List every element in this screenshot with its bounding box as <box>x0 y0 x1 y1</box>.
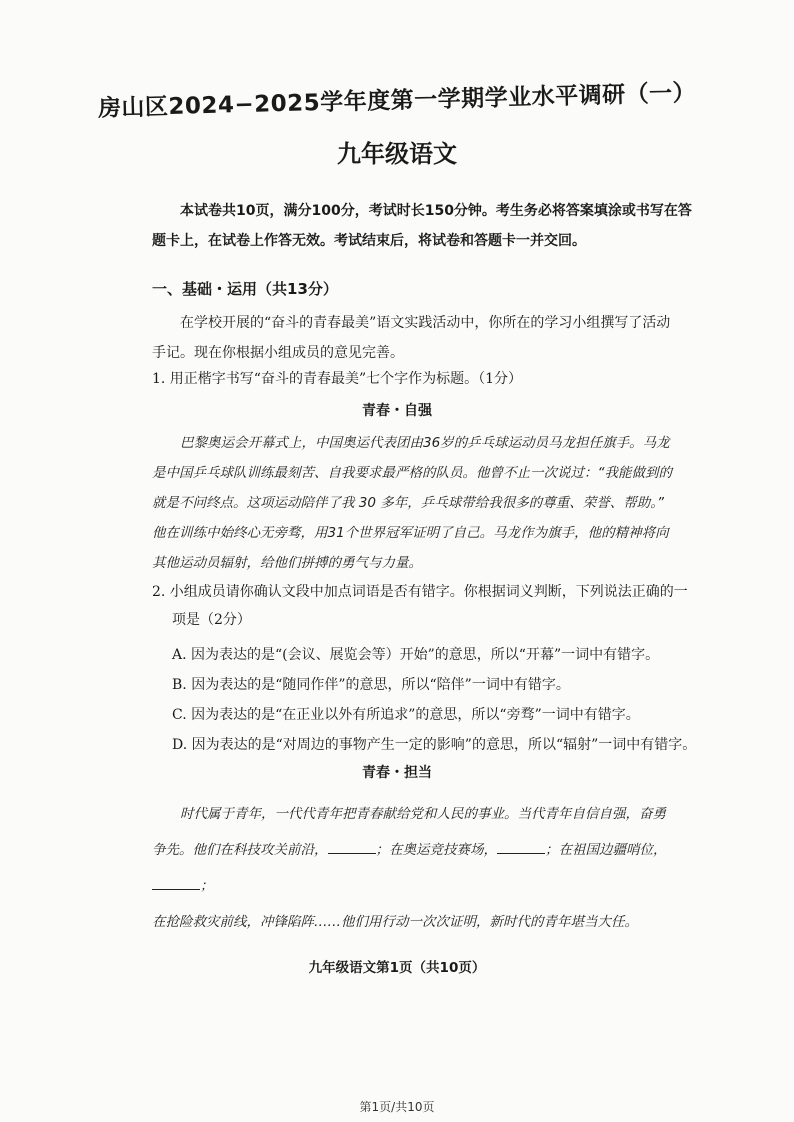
viewer-page-indicator: 第1页/共10页 <box>359 1100 435 1114</box>
section-1-intro <box>152 308 712 368</box>
part-2-text: ； <box>200 878 214 894</box>
part-2-text: 争先。他们在科技攻关前沿， <box>152 842 328 858</box>
question-2 <box>152 578 712 634</box>
option-b: B. 因为表达的是“随同作伴”的意思，所以“陪伴”一词中有错字。 <box>172 677 570 693</box>
passage-line: 就是不问终点。这项运动陪伴了我 30 多年，乒乓球带给我很多的尊重、荣誉、帮助。” <box>152 495 665 511</box>
exam-title: 房山区2024−2025学年度第一学期学业水平调研（一） <box>97 80 697 122</box>
fill-blank <box>497 841 545 854</box>
section-1-heading: 一、基础・运用（共13分） <box>152 280 338 298</box>
page-footer: 九年级语文第1页（共10页） <box>308 960 486 976</box>
option-a: A. 因为表达的是“(会议、展览会等）开始”的意思，所以“开幕”一词中有错字。 <box>172 647 660 663</box>
part-2-text: ；在祖国边疆哨位， <box>545 842 667 858</box>
part-2-heading: 青春・担当 <box>362 765 432 781</box>
passage-line: 巴黎奥运会开幕式上，中国奥运代表团由36岁的乒乓球运动员马龙担任旗手。马龙 <box>180 435 670 451</box>
intro-line-1: 在学校开展的“奋斗的青春最美”语文实践活动中，你所在的学习小组撰写了活动 <box>180 315 671 331</box>
part-2-text: ；在奥运竞技赛场， <box>375 842 497 858</box>
exam-subtitle: 九年级语文 <box>337 140 457 168</box>
intro-line-2: 手记。现在你根据小组成员的意见完善。 <box>152 345 404 361</box>
fill-blank <box>152 877 200 890</box>
option-c: C. 因为表达的是“在正业以外有所追求”的意思，所以“旁骛”一词中有错字。 <box>172 707 640 723</box>
passage-line: 是中国乒乓球队训练最刻苦、自我要求最严格的队员。他曾不止一次说过：“我能做到的 <box>152 465 672 481</box>
part-1-heading: 青春・自强 <box>362 403 432 419</box>
part-1-passage <box>152 428 712 578</box>
notice-line-1: 本试卷共10页，满分100分，考试时长150分钟。考生务必将答案填涂或书写在答 <box>180 203 692 219</box>
notice-line-2: 题卡上，在试卷上作答无效。考试结束后，将试卷和答题卡一并交回。 <box>152 233 586 249</box>
part-2-passage <box>152 796 712 940</box>
option-d: D. 因为表达的是“对周边的事物产生一定的影响”的意思，所以“辐射”一词中有错字。 <box>172 737 697 753</box>
part-2-line-3: 在抢险救灾前线，冲锋陷阵……他们用行动一次次证明，新时代的青年堪当大任。 <box>152 914 638 930</box>
passage-line: 他在训练中始终心无旁骛，用31个世界冠军证明了自己。马龙作为旗手，他的精神将向 <box>152 525 669 541</box>
question-1: 1. 用正楷字书写“奋斗的青春最美”七个字作为标题。（1分） <box>152 371 523 387</box>
question-2-line-2: 项是（2分） <box>172 612 251 628</box>
part-2-line-2 <box>152 832 712 904</box>
question-2-line-1: 2. 小组成员请你确认文段中加点词语是否有错字。你根据词义判断，下列说法正确的一 <box>152 584 688 600</box>
exam-notice <box>152 196 712 256</box>
passage-line: 其他运动员辐射，给他们拼搏的勇气与力量。 <box>152 555 422 571</box>
fill-blank <box>328 841 376 854</box>
part-2-line-1: 时代属于青年，一代代青年把青春献给党和人民的事业。当代青年自信自强，奋勇 <box>180 806 666 822</box>
